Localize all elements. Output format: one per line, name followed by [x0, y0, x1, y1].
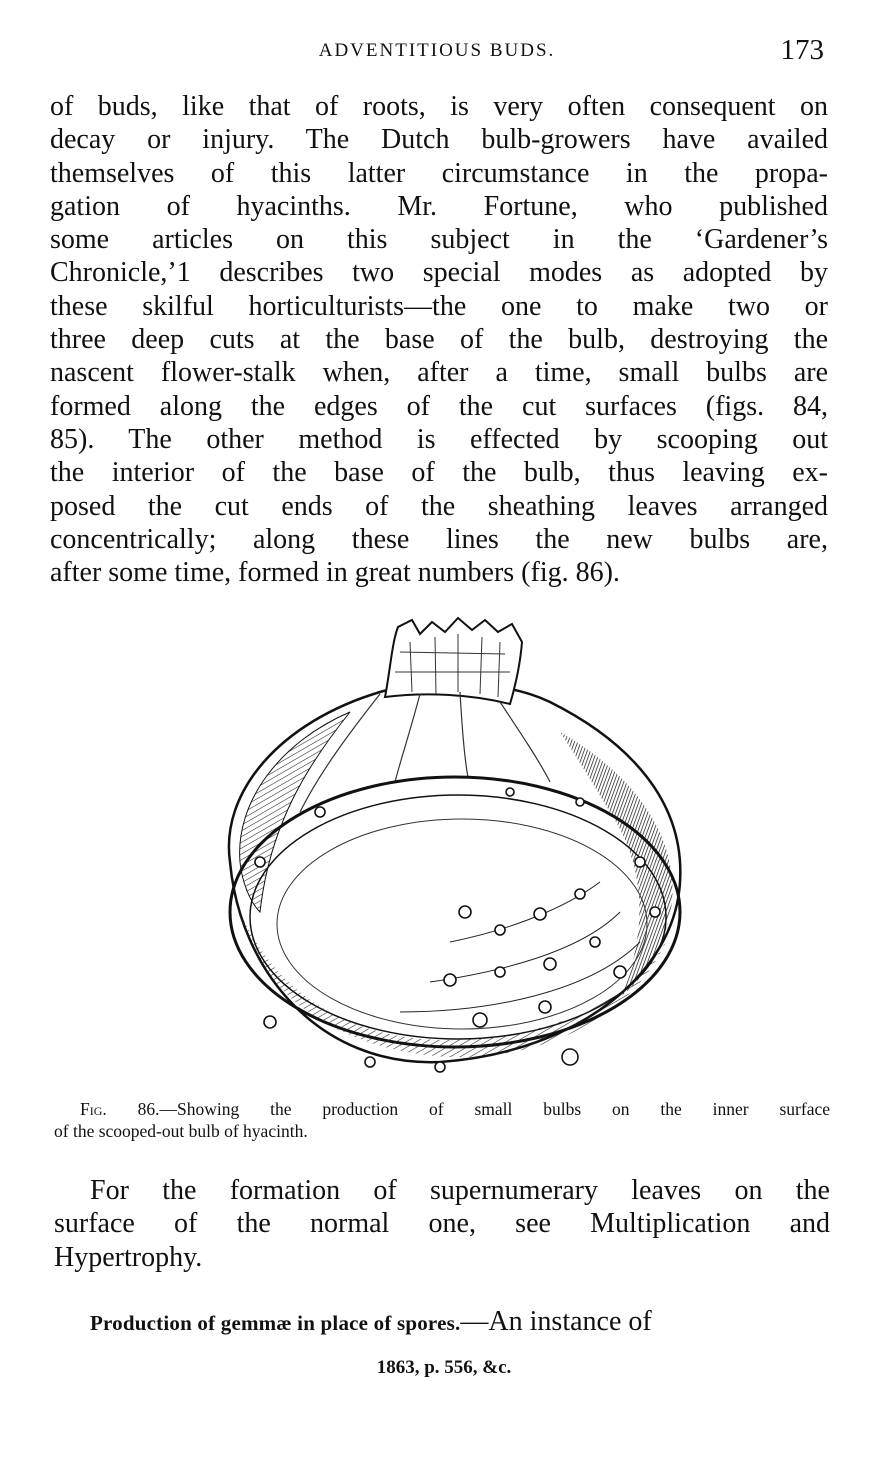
running-title: ADVENTITIOUS BUDS.: [318, 40, 556, 61]
caption-text: —Showing the production of small bulbs on the inner surface: [159, 1099, 830, 1119]
caption-text: of the scooped-out bulb of hyacinth.: [54, 1121, 308, 1141]
text-line: the interior of the base of the bulb, thus leaving ex-: [50, 457, 828, 489]
text-line: concentrically; along these lines the new bulbs are,: [50, 523, 828, 555]
text-line: decay or injury. The Dutch bulb-growers have availed: [50, 124, 828, 156]
paragraph-3: [90, 1305, 830, 1340]
text-line: Hypertrophy.: [54, 1241, 203, 1273]
text-line: themselves of this latter circumstance in the propa-: [50, 157, 828, 189]
paragraph-1: [50, 90, 828, 589]
section-lead: Production of gemmæ in place of spores.: [90, 1311, 461, 1335]
text-run: —An instance of: [460, 1306, 652, 1337]
running-head: [50, 34, 824, 68]
page-number: 173: [780, 34, 824, 66]
text-line: some articles on this subject in the ‘Gardener’s: [50, 224, 828, 256]
hyacinth-bulb-illustration: [200, 612, 700, 1082]
text-line: these skilful horticulturists—the one to make two or: [50, 290, 828, 322]
text-line: nascent flower-stalk when, after a time, small bulbs are: [50, 357, 828, 389]
text-line: surface of the normal one, see Multiplication and: [54, 1208, 830, 1240]
paragraph-2: [54, 1174, 830, 1274]
text-line: formed along the edges of the cut surfaces (figs. 84,: [50, 390, 828, 422]
text-line: Chronicle,’1 describes two special modes as adopted by: [50, 257, 828, 289]
text-line: 85). The other method is effected by scooping out: [50, 423, 828, 455]
text-line: after some time, formed in great numbers (fig. 86).: [50, 557, 620, 589]
figure-label: Fig. 86.: [80, 1099, 160, 1119]
text-line: posed the cut ends of the sheathing leaves arranged: [50, 490, 828, 522]
text-line: gation of hyacinths. Mr. Fortune, who published: [50, 190, 828, 222]
text-line: For the formation of supernumerary leaves on the: [90, 1175, 830, 1206]
figure-caption: [54, 1098, 830, 1142]
text-line: three deep cuts at the base of the bulb, destroying the: [50, 324, 828, 356]
bulb-engraving: [200, 612, 700, 1082]
footnote: 1863, p. 556, &c.: [376, 1357, 512, 1378]
text-line: of buds, like that of roots, is very often consequent on: [50, 91, 828, 122]
